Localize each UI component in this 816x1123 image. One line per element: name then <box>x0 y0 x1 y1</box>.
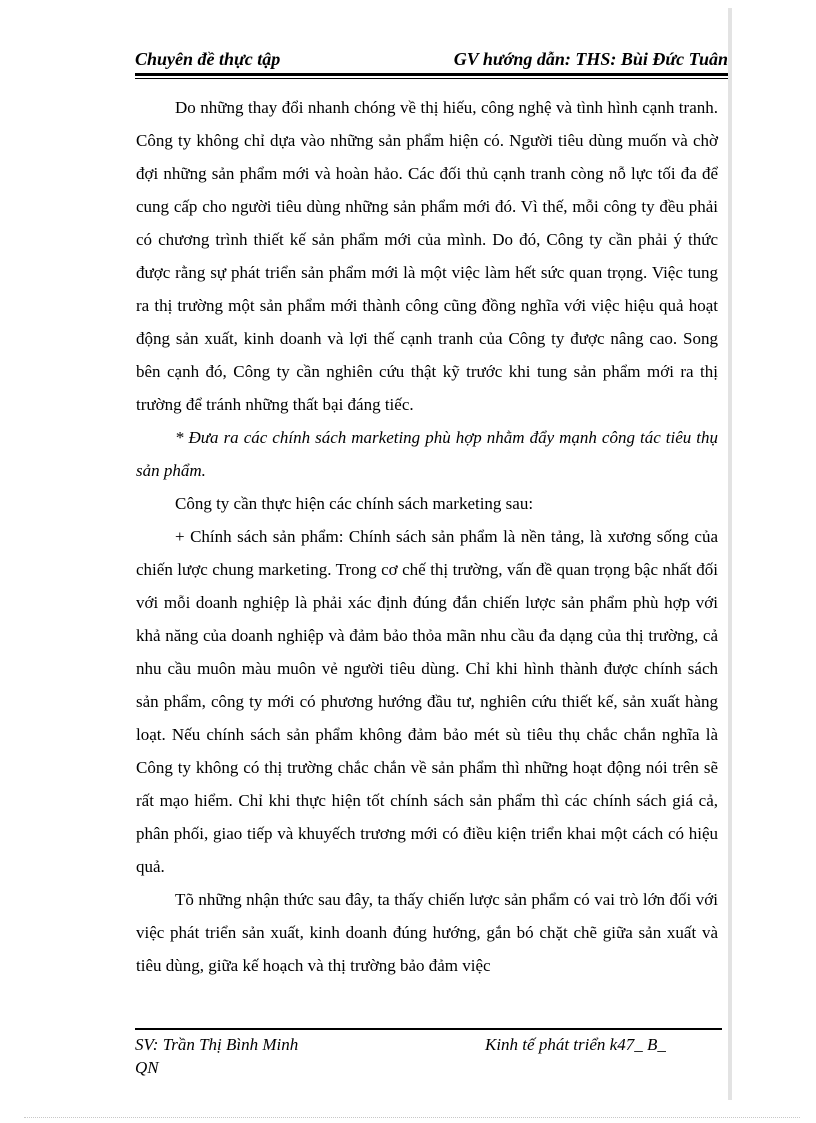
paragraph-marketing-intro: Công ty cần thực hiện các chính sách marketing sau: <box>175 494 534 513</box>
page-shadow <box>728 8 732 1100</box>
header-rule-thick <box>135 73 728 76</box>
footer-major: Kinh tế phát triển k47_ B_ <box>485 1035 666 1054</box>
page-bottom-dotted-line <box>24 1117 800 1118</box>
footer-rule <box>135 1028 722 1030</box>
header-report-type: Chuyên đề thực tập <box>135 49 281 69</box>
page-header <box>135 46 728 72</box>
paragraph-new-product: Do những thay đổi nhanh chóng về thị hiếu, công nghệ và tình hình cạnh tranh. Công ty không chỉ dựa vào những sản phẩm hiện có. Người tiêu dùng muốn và chờ đợi những sản phẩm mới và hoàn hảo. Các đối thủ cạnh tranh còng nỗ lực tối đa để cung cấp cho người tiêu dùng những sản phẩm mới đó. Vì thế, mỗi công ty đều phải có chương trình thiết kế sản phẩm mới của mình. Do đó, Công ty cần phải ý thức được rằng sự phát triển sản phẩm mới là một việc làm hết sức quan trọng. Việc tung ra thị trường một sản phẩm mới thành công cũng đồng nghĩa với việc hiệu quả hoạt động sản xuất, kinh doanh và lợi thế cạnh tranh của Công ty được nâng cao. Song bên cạnh đó, Công ty cần nghiên cứu thật kỹ trước khi tung sản phẩm mới ra thị trường để tránh những thất bại đáng tiếc. <box>136 98 718 414</box>
footer-class-code: QN <box>135 1058 159 1077</box>
footer-student-name: SV: Trần Thị Bình Minh <box>135 1035 299 1054</box>
paragraph-marketing-heading: * Đưa ra các chính sách marketing phù hợp nhằm đẩy mạnh công tác tiêu thụ sản phẩm. <box>136 428 718 480</box>
header-supervisor: GV hướng dẫn: THS: Bùi Đức Tuân <box>453 49 728 69</box>
document-body <box>136 91 718 982</box>
paragraph-product-strategy: Tõ những nhận thức sau đây, ta thấy chiến lược sản phẩm có vai trò lớn đối với việc phát triển sản xuất, kinh doanh đúng hướng, gắn bó chặt chẽ giữa sản xuất và tiêu dùng, giữa kế hoạch và thị trường bảo đảm việc <box>136 890 718 975</box>
header-rule-thin <box>135 78 728 79</box>
paragraph-product-policy: + Chính sách sản phẩm: Chính sách sản phẩm là nền tảng, là xương sống của chiến lược chung marketing. Trong cơ chế thị trường, vấn đề quan trọng bậc nhất đối với mỗi doanh nghiệp là phải xác định đúng đắn chiến lược sản phẩm phù hợp với khả năng của doanh nghiệp và đảm bảo thỏa mãn nhu cầu đa dạng của thị trường, cả nhu cầu muôn màu muôn vẻ người tiêu dùng. Chỉ khi hình thành được chính sách sản phẩm, công ty mới có phương hướng đầu tư, nghiên cứu thiết kế, sản xuất hàng loạt. Nếu chính sách sản phẩm không đảm bảo mét sù tiêu thụ chắc chắn nghĩa là Công ty không có thị trường chắc chắn về sản phẩm thì những hoạt động nói trên sẽ rất mạo hiểm. Chỉ khi thực hiện tốt chính sách sản phẩm thì các chính sách giá cả, phân phối, giao tiếp và khuyếch trương mới có điều kiện triển khai một cách có hiệu quả. <box>136 527 718 876</box>
